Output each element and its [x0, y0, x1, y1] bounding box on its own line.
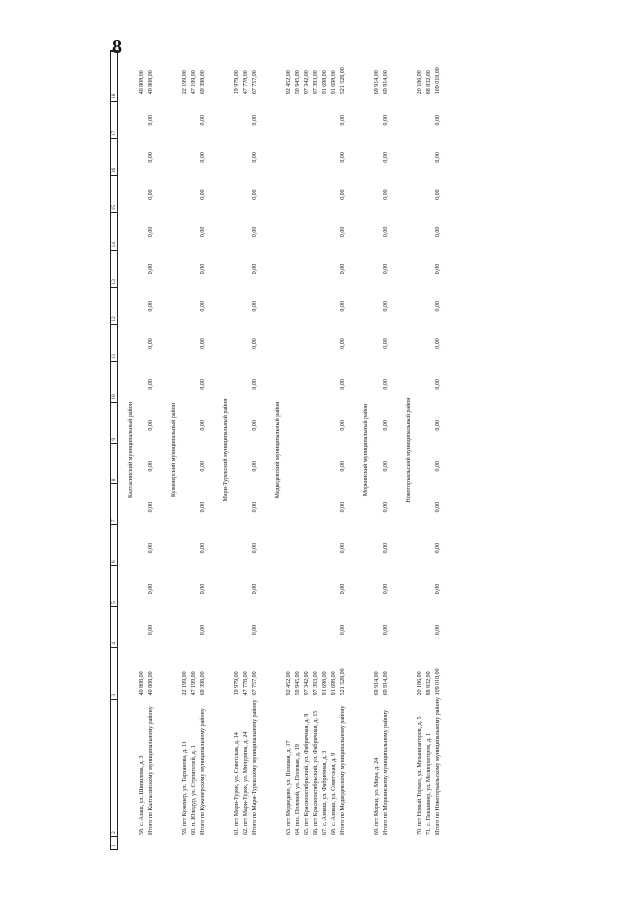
header-col-6: 6: [111, 524, 117, 565]
page-number: 8: [112, 36, 122, 58]
header-col-13: 13: [111, 250, 117, 287]
row-address: 61. пгт Мари-Турек, ул. Советская, д. 14: [234, 732, 240, 835]
table-row: [243, 50, 251, 850]
row-total-cost: 92 452,00: [286, 671, 292, 696]
row-zero-value: 0,00: [148, 263, 154, 275]
row-zero-value: 0,00: [148, 301, 154, 312]
section-title: Калтасинский муниципальный район: [128, 402, 134, 498]
row-total-cost: 47 199,00: [191, 671, 197, 696]
row-zero-value: 0,00: [200, 624, 206, 636]
row-address: Итого по Моркинскому муниципальному району: [383, 709, 389, 835]
row-zero-value: 0,00: [383, 114, 389, 126]
table-row: [234, 50, 242, 850]
row-zero-value: 0,00: [340, 338, 346, 349]
row-zero-value: 0,00: [148, 420, 154, 431]
row-total-cost: 40 808,00: [139, 671, 145, 696]
row-zero-value: 0,00: [200, 501, 206, 513]
header-col-18: 18: [111, 51, 117, 101]
row-total-cost: 97 393,00: [313, 671, 319, 696]
row-zero-value: 0,00: [200, 420, 206, 431]
row-zero-value: 0,00: [340, 114, 346, 126]
row-zero-value: 0,00: [200, 379, 206, 390]
header-col-5: 5: [111, 565, 117, 606]
row-zero-value: 0,00: [340, 624, 346, 636]
row-total-cost: 69 914,00: [374, 671, 380, 696]
row-total-cost: 69 914,00: [383, 671, 389, 696]
table-row: [182, 50, 190, 850]
row-total-cost: 19 979,00: [234, 671, 240, 696]
row-zero-value: 0,00: [340, 583, 346, 595]
header-col-10: 10: [111, 361, 117, 402]
row-zero-value: 0,00: [252, 461, 258, 472]
row-zero-value: 0,00: [383, 301, 389, 312]
row-total-cost: 22 199,00: [182, 671, 188, 696]
rotated-table: [110, 50, 520, 850]
header-col-17: 17: [111, 101, 117, 138]
row-zero-value: 0,00: [435, 624, 441, 636]
row-zero-value: 0,00: [435, 152, 441, 163]
section-title: Мари-Турекский муниципальный район: [223, 398, 229, 502]
row-final-value: 69 914,00: [374, 70, 380, 95]
row-zero-value: 0,00: [340, 189, 346, 200]
total-row: [148, 50, 156, 850]
table-row: [322, 50, 330, 850]
row-address: 58. с. Азаш, ул. Шипилова, д. 3: [139, 755, 145, 835]
row-zero-value: 0,00: [200, 461, 206, 472]
row-zero-value: 0,00: [252, 263, 258, 275]
row-zero-value: 0,00: [200, 338, 206, 349]
row-zero-value: 0,00: [252, 501, 258, 513]
row-final-value: 20 186,00: [417, 70, 423, 95]
row-zero-value: 0,00: [148, 461, 154, 472]
row-address: Итого по Калтасинскому муниципальному району: [148, 706, 154, 835]
row-address: 63. пгт Медведево, ул. Полевая, д. 17: [286, 740, 292, 835]
row-zero-value: 0,00: [252, 624, 258, 636]
row-zero-value: 0,00: [200, 583, 206, 595]
row-total-cost: 20 186,00: [417, 671, 423, 696]
row-zero-value: 0,00: [148, 542, 154, 554]
row-zero-value: 0,00: [435, 461, 441, 472]
row-address: Итого по Мари-Турекскому муниципальному району: [252, 699, 258, 835]
row-final-value: 22 199,00: [182, 70, 188, 95]
row-zero-value: 0,00: [148, 189, 154, 200]
row-address: 64. пос. Полевой, ул. Полевая, д. 19: [295, 744, 301, 835]
row-zero-value: 0,00: [340, 542, 346, 554]
row-final-value: 19 979,00: [234, 70, 240, 95]
row-zero-value: 0,00: [340, 301, 346, 312]
row-zero-value: 0,00: [340, 226, 346, 238]
row-final-value: 521 528,00: [340, 67, 346, 95]
row-zero-value: 0,00: [340, 501, 346, 513]
row-address: 62. пгт Мари-Турек, ул. Мичурина, д. 24: [243, 731, 249, 835]
row-zero-value: 0,00: [148, 114, 154, 126]
table-row: [191, 50, 199, 850]
row-final-value: 47 199,00: [191, 70, 197, 95]
row-zero-value: 0,00: [200, 152, 206, 163]
row-zero-value: 0,00: [148, 379, 154, 390]
row-zero-value: 0,00: [435, 379, 441, 390]
header-col-9: 9: [111, 402, 117, 443]
row-address: 71. с. Пекшинер, ул. Мелиораторов, д. 1: [426, 732, 432, 835]
row-total-cost: 88 832,00: [426, 671, 432, 696]
row-final-value: 91 698,00: [322, 70, 328, 95]
row-zero-value: 0,00: [252, 542, 258, 554]
row-zero-value: 0,00: [340, 379, 346, 390]
row-zero-value: 0,00: [252, 189, 258, 200]
row-zero-value: 0,00: [435, 114, 441, 126]
row-final-value: 109 018,00: [435, 67, 441, 95]
header-col-8: 8: [111, 443, 117, 484]
table-row: [304, 50, 312, 850]
table-row: [417, 50, 425, 850]
table-row: [286, 50, 294, 850]
table-row: [426, 50, 434, 850]
row-final-value: 88 832,00: [426, 70, 432, 95]
section-title: Куженерский муниципальный район: [171, 403, 177, 497]
row-zero-value: 0,00: [148, 226, 154, 238]
total-row: [200, 50, 208, 850]
row-zero-value: 0,00: [148, 152, 154, 163]
row-total-cost: 91 698,00: [331, 671, 337, 696]
row-zero-value: 0,00: [435, 420, 441, 431]
row-zero-value: 0,00: [200, 263, 206, 275]
row-zero-value: 0,00: [148, 624, 154, 636]
row-zero-value: 0,00: [383, 226, 389, 238]
row-address: 59. пгт Куженер, ул. Тарханова, д. 11: [182, 741, 188, 835]
row-zero-value: 0,00: [383, 501, 389, 513]
row-zero-value: 0,00: [252, 226, 258, 238]
row-zero-value: 0,00: [252, 379, 258, 390]
row-final-value: 40 808,00: [148, 70, 154, 95]
row-zero-value: 0,00: [252, 152, 258, 163]
row-total-cost: 109 018,00: [435, 668, 441, 696]
header-col-11: 11: [111, 324, 117, 361]
row-zero-value: 0,00: [200, 114, 206, 126]
row-address: 68. с. Азмаш, ул. Советская, д. 9: [331, 752, 337, 835]
row-address: 69. пгт Морки, ул. Мира, д. 24: [374, 757, 380, 835]
row-address: Итого по Медведевскому муниципальному району: [340, 705, 346, 835]
row-final-value: 47 778,00: [243, 70, 249, 95]
row-total-cost: 47 778,00: [243, 671, 249, 696]
table-row: [331, 50, 339, 850]
row-zero-value: 0,00: [435, 263, 441, 275]
header-col-3: 3: [111, 647, 117, 699]
row-zero-value: 0,00: [200, 189, 206, 200]
table-row: [313, 50, 321, 850]
row-zero-value: 0,00: [252, 583, 258, 595]
total-row: [383, 50, 391, 850]
row-zero-value: 0,00: [252, 338, 258, 349]
row-zero-value: 0,00: [383, 263, 389, 275]
row-zero-value: 0,00: [435, 301, 441, 312]
header-col-12: 12: [111, 287, 117, 324]
row-zero-value: 0,00: [383, 379, 389, 390]
row-address: 60. п. Юледур, ул. Строителей, д. 1: [191, 745, 197, 835]
row-final-value: 69 914,00: [383, 70, 389, 95]
total-row: [340, 50, 348, 850]
row-zero-value: 0,00: [200, 301, 206, 312]
total-row: [435, 50, 443, 850]
row-zero-value: 0,00: [340, 461, 346, 472]
section-title: Моркинский муниципальный район: [363, 403, 369, 497]
row-zero-value: 0,00: [383, 189, 389, 200]
row-final-value: 67 757,00: [252, 70, 258, 95]
row-total-cost: 50 945,00: [295, 671, 301, 696]
row-zero-value: 0,00: [200, 226, 206, 238]
row-zero-value: 0,00: [340, 263, 346, 275]
header-col-7: 7: [111, 483, 117, 524]
header-col-14: 14: [111, 212, 117, 249]
row-total-cost: 69 398,00: [200, 671, 206, 696]
table-row: [139, 50, 147, 850]
row-address: 66. пгт Краснооктябрьский, ул. Фабричная, д. 15: [313, 710, 319, 835]
row-zero-value: 0,00: [252, 114, 258, 126]
section-title: Медведевский муниципальный район: [275, 401, 281, 499]
row-total-cost: 91 698,00: [322, 671, 328, 696]
row-final-value: 97 393,00: [313, 70, 319, 95]
row-final-value: 40 808,00: [139, 70, 145, 95]
row-zero-value: 0,00: [383, 420, 389, 431]
row-zero-value: 0,00: [383, 152, 389, 163]
row-total-cost: 67 757,00: [252, 671, 258, 696]
row-zero-value: 0,00: [435, 189, 441, 200]
header-col-2: 2: [111, 699, 117, 836]
row-zero-value: 0,00: [340, 420, 346, 431]
header-col-15: 15: [111, 175, 117, 212]
row-zero-value: 0,00: [435, 226, 441, 238]
row-zero-value: 0,00: [340, 152, 346, 163]
row-final-value: 91 698,00: [331, 70, 337, 95]
row-zero-value: 0,00: [435, 542, 441, 554]
section-title: Новоторъяльский муниципальный район: [406, 397, 412, 503]
row-address: 65. пгт Краснооктябрьский, ул. Фабричная, д. 9: [304, 713, 310, 835]
row-zero-value: 0,00: [383, 461, 389, 472]
header-col-16: 16: [111, 138, 117, 175]
row-final-value: 97 342,00: [304, 70, 310, 95]
row-address: 70. пгт Новый Торъял, ул. Механизаторов, д. 5: [417, 716, 423, 835]
row-zero-value: 0,00: [148, 501, 154, 513]
row-total-cost: 97 342,00: [304, 671, 310, 696]
row-zero-value: 0,00: [383, 583, 389, 595]
row-zero-value: 0,00: [383, 624, 389, 636]
row-zero-value: 0,00: [252, 420, 258, 431]
row-zero-value: 0,00: [435, 501, 441, 513]
row-zero-value: 0,00: [383, 338, 389, 349]
row-zero-value: 0,00: [383, 542, 389, 554]
row-zero-value: 0,00: [435, 338, 441, 349]
row-zero-value: 0,00: [148, 338, 154, 349]
row-address: Итого по Новоторъяльскому муниципальному району: [435, 697, 441, 835]
row-total-cost: 521 528,00: [340, 668, 346, 696]
row-zero-value: 0,00: [200, 542, 206, 554]
table-row: [295, 50, 303, 850]
table-header-row: [110, 50, 118, 850]
row-final-value: 69 398,00: [200, 70, 206, 95]
row-zero-value: 0,00: [148, 583, 154, 595]
header-col-1: 1: [111, 836, 117, 849]
table-row: [374, 50, 382, 850]
row-zero-value: 0,00: [252, 301, 258, 312]
header-col-4: 4: [111, 606, 117, 647]
row-zero-value: 0,00: [435, 583, 441, 595]
row-address: 67. с. Азмаш, ул. Фабричная, д. 3: [322, 750, 328, 835]
row-final-value: 50 945,00: [295, 70, 301, 95]
row-total-cost: 40 808,00: [148, 671, 154, 696]
total-row: [252, 50, 260, 850]
row-final-value: 92 452,00: [286, 70, 292, 95]
row-address: Итого по Куженерскому муниципальному району: [200, 708, 206, 835]
